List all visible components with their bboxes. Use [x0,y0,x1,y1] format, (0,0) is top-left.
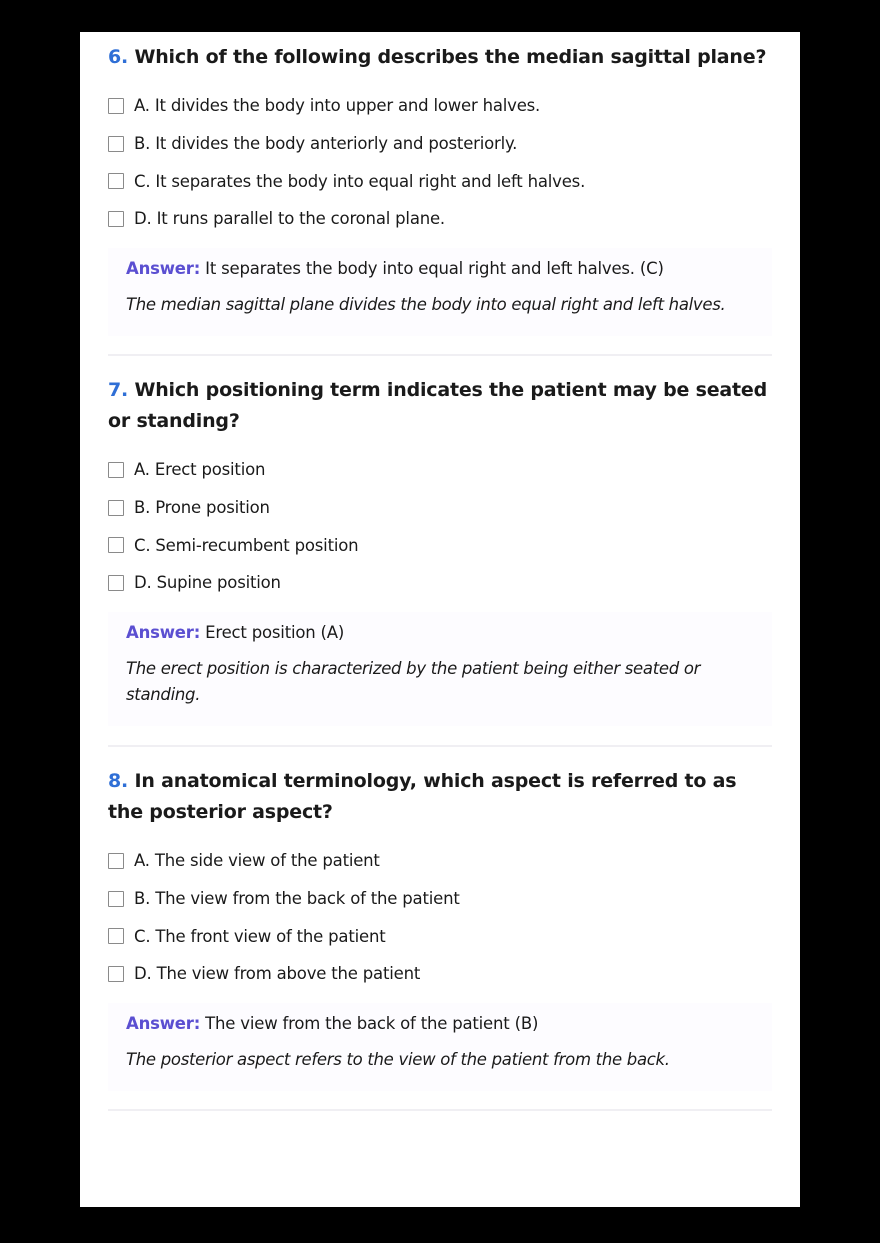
divider [108,1109,772,1111]
answer-line [126,256,754,282]
checkbox[interactable] [108,966,124,982]
option-label: B. The view from the back of the patient [134,889,460,909]
option-label: B. Prone position [134,498,270,518]
question-title [108,42,772,73]
checkbox[interactable] [108,853,124,869]
option-d[interactable] [108,200,772,238]
question-text: Which of the following describes the median sagittal plane? [134,46,767,68]
option-b[interactable] [108,489,772,527]
checkbox[interactable] [108,98,124,114]
options-list [108,842,772,993]
option-label: A. The side view of the patient [134,851,380,871]
answer-block [108,612,772,726]
option-b[interactable] [108,880,772,918]
option-label: A. It divides the body into upper and lower halves. [134,96,541,116]
option-b[interactable] [108,125,772,163]
question-number: 7. [108,379,129,401]
question-title [108,375,772,437]
option-d[interactable] [108,955,772,993]
question-text: Which positioning term indicates the patient may be seated or standing? [108,379,768,432]
checkbox[interactable] [108,891,124,907]
question-6 [108,42,772,336]
divider [108,745,772,747]
answer-line [126,620,754,646]
answer-label: Answer: [126,258,201,278]
checkbox[interactable] [108,928,124,944]
checkbox[interactable] [108,500,124,516]
option-a[interactable] [108,87,772,125]
answer-block [108,248,772,336]
answer-text: Erect position (A) [205,622,345,642]
option-label: A. Erect position [134,460,266,480]
checkbox[interactable] [108,462,124,478]
options-list [108,451,772,602]
answer-text: It separates the body into equal right and left halves. (C) [205,258,664,278]
question-text: In anatomical terminology, which aspect is referred to as the posterior aspect? [108,770,737,823]
question-8 [108,766,772,1091]
quiz-page [80,32,800,1207]
option-label: B. It divides the body anteriorly and posteriorly. [134,134,518,154]
option-label: D. The view from above the patient [134,964,421,984]
option-c[interactable] [108,526,772,564]
checkbox[interactable] [108,575,124,591]
question-7 [108,375,772,726]
question-title [108,766,772,828]
option-a[interactable] [108,451,772,489]
divider [108,354,772,356]
answer-label: Answer: [126,622,201,642]
option-c[interactable] [108,162,772,200]
option-label: C. The front view of the patient [134,926,386,946]
option-label: D. It runs parallel to the coronal plane. [134,209,445,229]
option-label: C. Semi-recumbent position [134,535,359,555]
answer-text: The view from the back of the patient (B) [205,1013,539,1033]
explanation: The median sagittal plane divides the body into equal right and left halves. [126,294,726,314]
checkbox[interactable] [108,173,124,189]
answer-block [108,1003,772,1091]
option-label: D. Supine position [134,573,281,593]
explanation: The posterior aspect refers to the view of the patient from the back. [126,1049,670,1069]
option-c[interactable] [108,917,772,955]
question-number: 8. [108,770,129,792]
option-label: C. It separates the body into equal right and left halves. [134,171,586,191]
answer-label: Answer: [126,1013,201,1033]
checkbox[interactable] [108,136,124,152]
checkbox[interactable] [108,537,124,553]
question-number: 6. [108,46,129,68]
checkbox[interactable] [108,211,124,227]
explanation: The erect position is characterized by the patient being either seated or standing. [126,658,701,704]
answer-line [126,1011,754,1037]
option-a[interactable] [108,842,772,880]
option-d[interactable] [108,564,772,602]
options-list [108,87,772,238]
